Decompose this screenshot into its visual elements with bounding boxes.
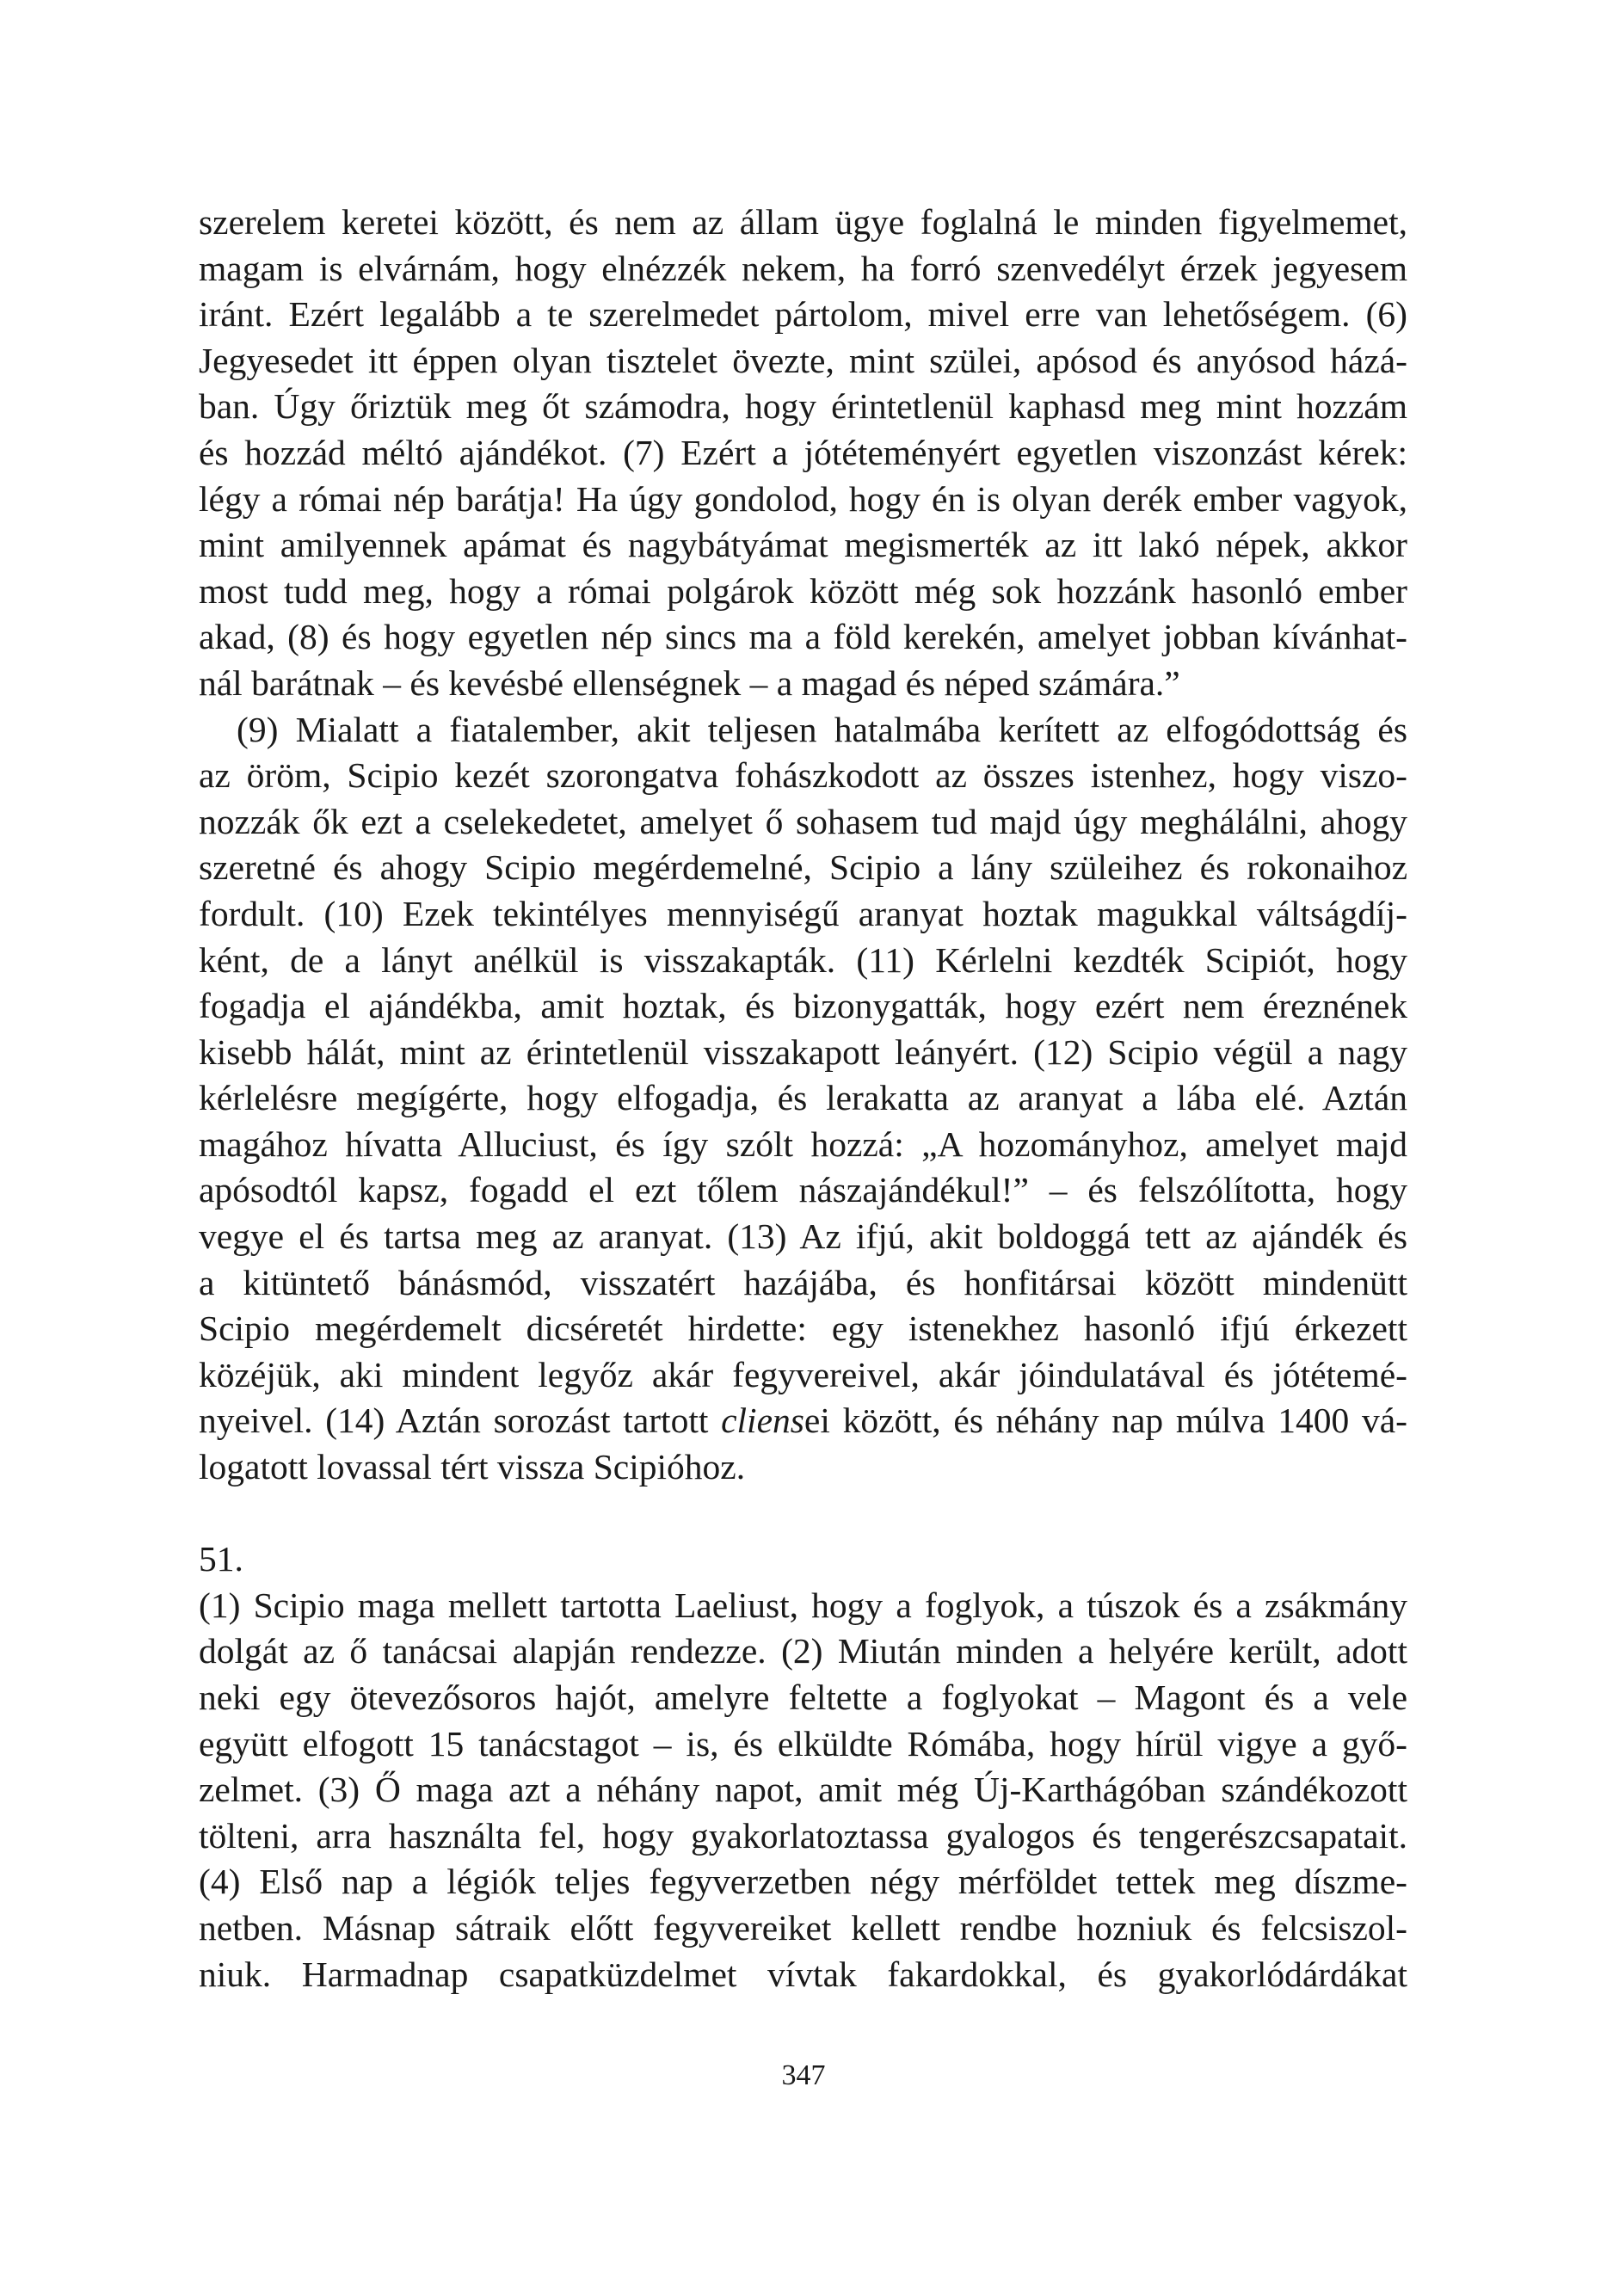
text-line: fordult. (10) Ezek tekintélyes mennyiségű aranyat hoztak magukkal váltságdíj- <box>199 893 1407 933</box>
text-line: kisebb hálát, mint az érintetlenül visszakapott leányért. (12) Scipio végül a nagy <box>199 1031 1407 1072</box>
text-line: logatott lovassal tért vissza Scipióhoz. <box>199 1447 746 1487</box>
text-line <box>199 1398 1407 1444</box>
paragraph <box>199 707 1407 1491</box>
text-line: Scipio megérdemelt dicséretét hirdette: egy istenekhez hasonló ifjú érkezett <box>199 1308 1407 1349</box>
text-line: szerelem keretei között, és nem az állam ügye foglalná le minden figyelmemet, <box>199 202 1407 242</box>
text-line: a kitüntető bánásmód, visszatért hazájába, és honfitársai között mindenütt <box>199 1262 1407 1302</box>
text-line: ban. Úgy őriztük meg őt számodra, hogy érintetlenül kaphasd meg mint hozzám <box>199 386 1407 427</box>
text-line: iránt. Ezért legalább a te szerelmedet pártolom, mivel erre van lehetőségem. (6) <box>199 294 1407 335</box>
page-number: 347 <box>781 2059 826 2091</box>
text-line: zelmet. (3) Ő maga azt a néhány napot, amit még Új-Karthágóban szándékozott <box>199 1770 1407 1810</box>
text-line: együtt elfogott 15 tanácstagot – is, és elküldte Rómába, hogy hírül vigye a győ- <box>199 1723 1407 1764</box>
text-line: netben. Másnap sátraik előtt fegyvereiket kellett rendbe hozniuk és felcsiszol- <box>199 1907 1407 1948</box>
text-line: ként, de a lányt anélkül is visszakapták. (11) Kérlelni kezdték Scipiót, hogy <box>199 939 1407 980</box>
page-body <box>199 200 1407 1997</box>
text-line: tölteni, arra használta fel, hogy gyakorlatoztassa gyalogos és tengerészcsapatait. <box>199 1815 1407 1856</box>
text-line: (9) Mialatt a fiatalember, akit teljesen hatalmába kerített az elfogódottság és <box>237 709 1407 749</box>
text-line: és hozzád méltó ajándékot. (7) Ezért a jótéteményért egyetlen viszonzást kérek: <box>199 432 1407 472</box>
text-line: magához hívatta Alluciust, és így szólt hozzá: „A hozományhoz, amelyet majd <box>199 1123 1407 1164</box>
text-line: dolgát az ő tanácsai alapján rendezze. (2) Miután minden a helyére került, adott <box>199 1631 1407 1671</box>
text-line: kérlelésre megígérte, hogy elfogadja, és lerakatta az aranyat a lába elé. Aztán <box>199 1078 1407 1118</box>
text-line: légy a római nép barátja! Ha úgy gondolod, hogy én is olyan derék ember vagyok, <box>199 478 1407 519</box>
text-line: az öröm, Scipio kezét szorongatva fohászkodott az összes istenhez, hogy viszo- <box>199 755 1407 796</box>
text-line: magam is elvárnám, hogy elnézzék nekem, ha forró szenvedélyt érzek jegyesem <box>199 248 1407 288</box>
text-line: Jegyesedet itt éppen olyan tisztelet övezte, mint szülei, apósod és anyósod házá- <box>199 340 1407 380</box>
text-line: neki egy ötevezősoros hajót, amelyre feltette a foglyokat – Magont és a vele <box>199 1677 1407 1717</box>
italic-term: cliens <box>721 1400 804 1441</box>
text-line: nozzák ők ezt a cselekedetet, amelyet ő sohasem tud majd úgy meghálálni, ahogy <box>199 801 1407 841</box>
section-number: 51. <box>199 1539 243 1579</box>
text-line: közéjük, aki mindent legyőz akár fegyvereivel, akár jóindulatával és jótétemé- <box>199 1354 1407 1394</box>
section-paragraph <box>199 1583 1407 1997</box>
text-segment: ei között, és néhány nap múlva 1400 vá- <box>804 1400 1407 1441</box>
text-line: (1) Scipio maga mellett tartotta Laeliust, hogy a foglyok, a túszok és a zsákmány <box>199 1585 1407 1625</box>
text-line: nál barátnak – és kevésbé ellenségnek – a magad és néped számára.” <box>199 662 1180 703</box>
text-line: apósodtól kapsz, fogadd el ezt tőlem nászajándékul!” – és felszólította, hogy <box>199 1170 1407 1210</box>
text-line: niuk. Harmadnap csapatküzdelmet vívtak fakardokkal, és gyakorlódárdákat <box>199 1954 1407 1994</box>
text-line: akad, (8) és hogy egyetlen nép sincs ma a föld kerekén, amelyet jobban kívánhat- <box>199 617 1407 657</box>
text-line: mint amilyennek apámat és nagybátyámat megismerték az itt lakó népek, akkor <box>199 525 1407 565</box>
text-line: szeretné és ahogy Scipio megérdemelné, Scipio a lány szüleihez és rokonaihoz <box>199 847 1407 888</box>
text-segment: nyeivel. (14) Aztán sorozást tartott <box>199 1400 722 1441</box>
text-line: (4) Első nap a légiók teljes fegyverzetben négy mérföldet tettek meg díszme- <box>199 1862 1407 1902</box>
text-line: vegye el és tartsa meg az aranyat. (13) Az ifjú, akit boldoggá tett az ajándék és <box>199 1216 1407 1257</box>
text-line: most tudd meg, hogy a római polgárok között még sok hozzánk hasonló ember <box>199 570 1407 611</box>
paragraph-continued <box>199 200 1407 707</box>
text-line: fogadja el ajándékba, amit hoztak, és bizonygatták, hogy ezért nem éreznének <box>199 986 1407 1026</box>
